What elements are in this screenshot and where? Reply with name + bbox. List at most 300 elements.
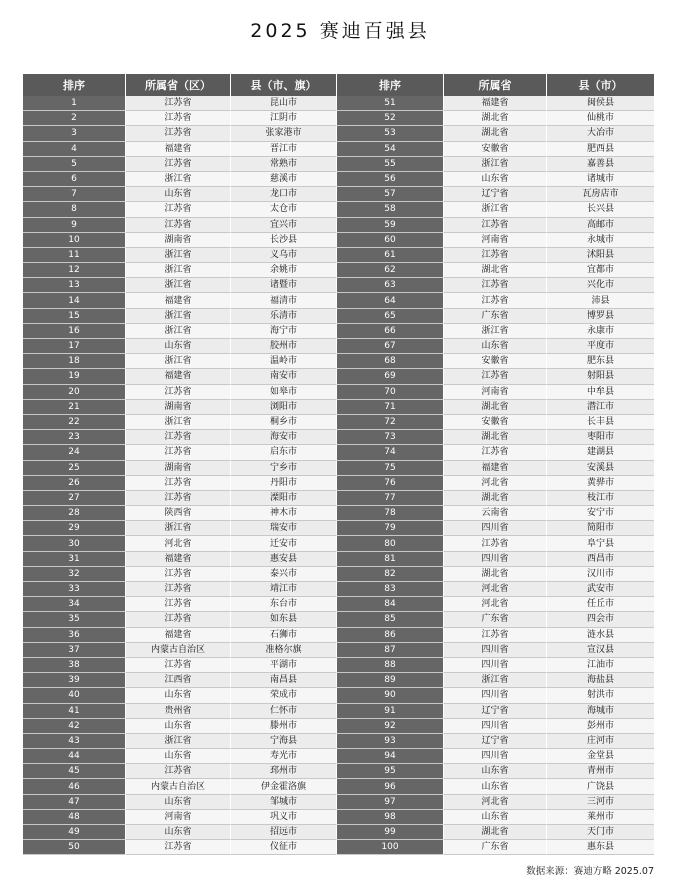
province-cell: 浙江省: [126, 248, 231, 263]
county-cell: 枝江市: [547, 491, 654, 506]
county-cell: 三河市: [547, 795, 654, 810]
county-cell: 太仓市: [231, 202, 337, 217]
county-cell: 荣成市: [231, 688, 337, 703]
rank-cell: 76: [337, 476, 444, 491]
rank-cell: 72: [337, 415, 444, 430]
province-cell: 四川省: [444, 688, 547, 703]
rank-cell: 50: [23, 840, 126, 855]
rank-cell: 75: [337, 461, 444, 476]
rank-cell: 41: [23, 704, 126, 719]
province-cell: 安徽省: [444, 142, 547, 157]
rank-cell: 5: [23, 157, 126, 172]
county-cell: 瑞安市: [231, 521, 337, 536]
rank-cell: 11: [23, 248, 126, 263]
province-cell: 福建省: [126, 142, 231, 157]
rank-cell: 9: [23, 218, 126, 233]
province-cell: 湖北省: [444, 491, 547, 506]
county-cell: 肥西县: [547, 142, 654, 157]
county-cell: 兴化市: [547, 278, 654, 293]
rank-cell: 100: [337, 840, 444, 855]
county-cell: 惠东县: [547, 840, 654, 855]
rank-cell: 10: [23, 233, 126, 248]
rank-cell: 71: [337, 400, 444, 415]
rank-cell: 92: [337, 719, 444, 734]
county-cell: 温岭市: [231, 354, 337, 369]
province-cell: 安徽省: [444, 415, 547, 430]
province-cell: 江苏省: [126, 840, 231, 855]
table-row: [23, 704, 654, 719]
province-cell: 河南省: [444, 233, 547, 248]
county-cell: 嘉善县: [547, 157, 654, 172]
county-cell: 射洪市: [547, 688, 654, 703]
county-cell: 庄河市: [547, 734, 654, 749]
rank-cell: 78: [337, 506, 444, 521]
province-cell: 福建省: [126, 552, 231, 567]
county-cell: 准格尔旗: [231, 643, 337, 658]
province-cell: 福建省: [444, 96, 547, 111]
table-row: [23, 248, 654, 263]
province-cell: 浙江省: [126, 172, 231, 187]
rank-cell: 73: [337, 430, 444, 445]
county-cell: 闽侯县: [547, 96, 654, 111]
county-cell: 伊金霍洛旗: [231, 779, 337, 794]
rank-cell: 80: [337, 536, 444, 551]
rank-cell: 83: [337, 582, 444, 597]
province-cell: 浙江省: [126, 324, 231, 339]
province-cell: 浙江省: [126, 521, 231, 536]
province-cell: 福建省: [126, 293, 231, 308]
rank-cell: 85: [337, 612, 444, 627]
county-cell: 沭阳县: [547, 248, 654, 263]
rank-cell: 65: [337, 309, 444, 324]
county-cell: 彭州市: [547, 719, 654, 734]
province-cell: 山东省: [444, 172, 547, 187]
province-cell: 浙江省: [126, 263, 231, 278]
province-cell: 浙江省: [444, 157, 547, 172]
rank-cell: 91: [337, 704, 444, 719]
rank-cell: 30: [23, 536, 126, 551]
province-cell: 湖北省: [444, 825, 547, 840]
header-province-2: 所属省: [444, 74, 547, 96]
rank-cell: 51: [337, 96, 444, 111]
rank-cell: 7: [23, 187, 126, 202]
province-cell: 江苏省: [444, 218, 547, 233]
county-cell: 晋江市: [231, 142, 337, 157]
county-cell: 启东市: [231, 445, 337, 460]
rank-cell: 43: [23, 734, 126, 749]
province-cell: 四川省: [444, 521, 547, 536]
province-cell: 河北省: [444, 597, 547, 612]
province-cell: 浙江省: [126, 354, 231, 369]
header-rank: 排序: [23, 74, 126, 96]
province-cell: 河北省: [444, 476, 547, 491]
county-cell: 寿光市: [231, 749, 337, 764]
county-cell: 宜都市: [547, 263, 654, 278]
table-row: [23, 552, 654, 567]
province-cell: 浙江省: [126, 734, 231, 749]
rank-cell: 35: [23, 612, 126, 627]
county-cell: 邳州市: [231, 764, 337, 779]
county-cell: 江油市: [547, 658, 654, 673]
province-cell: 江苏省: [444, 536, 547, 551]
table-row: [23, 126, 654, 141]
header-row: [23, 74, 654, 96]
province-cell: 山东省: [126, 688, 231, 703]
county-cell: 义乌市: [231, 248, 337, 263]
rank-cell: 16: [23, 324, 126, 339]
province-cell: 湖南省: [126, 461, 231, 476]
table-row: [23, 795, 654, 810]
rank-cell: 42: [23, 719, 126, 734]
rank-cell: 93: [337, 734, 444, 749]
county-cell: 广饶县: [547, 779, 654, 794]
county-cell: 肥东县: [547, 354, 654, 369]
rank-cell: 49: [23, 825, 126, 840]
province-cell: 江西省: [126, 673, 231, 688]
table-row: [23, 385, 654, 400]
province-cell: 广东省: [444, 612, 547, 627]
province-cell: 江苏省: [126, 491, 231, 506]
page-title: 2025 赛迪百强县: [250, 20, 430, 42]
rank-cell: 38: [23, 658, 126, 673]
rank-cell: 24: [23, 445, 126, 460]
province-cell: 四川省: [444, 749, 547, 764]
rank-cell: 46: [23, 779, 126, 794]
table-row: [23, 157, 654, 172]
rank-cell: 23: [23, 430, 126, 445]
rank-cell: 60: [337, 233, 444, 248]
county-cell: 惠安县: [231, 552, 337, 567]
rank-cell: 6: [23, 172, 126, 187]
province-cell: 河北省: [444, 582, 547, 597]
province-cell: 江苏省: [126, 157, 231, 172]
table-row: [23, 825, 654, 840]
rank-cell: 34: [23, 597, 126, 612]
rank-cell: 88: [337, 658, 444, 673]
rank-cell: 59: [337, 218, 444, 233]
county-cell: 仁怀市: [231, 704, 337, 719]
rank-cell: 77: [337, 491, 444, 506]
rank-cell: 54: [337, 142, 444, 157]
province-cell: 辽宁省: [444, 187, 547, 202]
table-row: [23, 734, 654, 749]
province-cell: 山东省: [126, 719, 231, 734]
rank-cell: 39: [23, 673, 126, 688]
rank-cell: 52: [337, 111, 444, 126]
province-cell: 江苏省: [126, 658, 231, 673]
rank-cell: 4: [23, 142, 126, 157]
table-row: [23, 612, 654, 627]
province-cell: 山东省: [444, 779, 547, 794]
rank-cell: 96: [337, 779, 444, 794]
county-cell: 射阳县: [547, 369, 654, 384]
province-cell: 山东省: [444, 810, 547, 825]
header-province: 所属省（区）: [126, 74, 231, 96]
rank-cell: 44: [23, 749, 126, 764]
rank-cell: 31: [23, 552, 126, 567]
rank-cell: 94: [337, 749, 444, 764]
rank-cell: 13: [23, 278, 126, 293]
table-row: [23, 293, 654, 308]
table-row: [23, 339, 654, 354]
rank-cell: 15: [23, 309, 126, 324]
rank-cell: 70: [337, 385, 444, 400]
rank-cell: 26: [23, 476, 126, 491]
table-row: [23, 369, 654, 384]
rank-cell: 22: [23, 415, 126, 430]
county-cell: 莱州市: [547, 810, 654, 825]
county-cell: 浏阳市: [231, 400, 337, 415]
province-cell: 云南省: [444, 506, 547, 521]
county-cell: 迁安市: [231, 536, 337, 551]
province-cell: 四川省: [444, 719, 547, 734]
province-cell: 江苏省: [126, 445, 231, 460]
province-cell: 江苏省: [126, 612, 231, 627]
rank-cell: 69: [337, 369, 444, 384]
table-row: [23, 536, 654, 551]
province-cell: 四川省: [444, 552, 547, 567]
county-cell: 邹城市: [231, 795, 337, 810]
province-cell: 四川省: [444, 658, 547, 673]
table-row: [23, 354, 654, 369]
rank-cell: 17: [23, 339, 126, 354]
province-cell: 湖北省: [444, 263, 547, 278]
province-cell: 湖南省: [126, 233, 231, 248]
rank-cell: 19: [23, 369, 126, 384]
data-source-note: 数据来源：赛迪方略 2025.07: [526, 866, 654, 877]
county-cell: 金堂县: [547, 749, 654, 764]
province-cell: 四川省: [444, 643, 547, 658]
rank-cell: 64: [337, 293, 444, 308]
county-cell: 丹阳市: [231, 476, 337, 491]
county-cell: 潜江市: [547, 400, 654, 415]
table-row: [23, 506, 654, 521]
county-cell: 天门市: [547, 825, 654, 840]
province-cell: 内蒙古自治区: [126, 779, 231, 794]
county-cell: 任丘市: [547, 597, 654, 612]
rank-cell: 97: [337, 795, 444, 810]
header-county-2: 县（市）: [547, 74, 654, 96]
county-cell: 建湖县: [547, 445, 654, 460]
county-cell: 长丰县: [547, 415, 654, 430]
rank-cell: 1: [23, 96, 126, 111]
table-row: [23, 658, 654, 673]
rank-cell: 89: [337, 673, 444, 688]
table-row: [23, 233, 654, 248]
county-cell: 常熟市: [231, 157, 337, 172]
county-cell: 宁乡市: [231, 461, 337, 476]
county-cell: 仪征市: [231, 840, 337, 855]
table-row: [23, 582, 654, 597]
county-cell: 江阴市: [231, 111, 337, 126]
province-cell: 河北省: [444, 795, 547, 810]
province-cell: 湖北省: [444, 126, 547, 141]
province-cell: 山东省: [126, 795, 231, 810]
province-cell: 江苏省: [444, 278, 547, 293]
table-row: [23, 810, 654, 825]
county-cell: 海盐县: [547, 673, 654, 688]
rank-cell: 58: [337, 202, 444, 217]
province-cell: 江苏省: [126, 385, 231, 400]
county-cell: 安溪县: [547, 461, 654, 476]
province-cell: 江苏省: [444, 445, 547, 460]
table-row: [23, 719, 654, 734]
province-cell: 山东省: [126, 187, 231, 202]
table-row: [23, 779, 654, 794]
county-cell: 胶州市: [231, 339, 337, 354]
province-cell: 江苏省: [126, 218, 231, 233]
ranking-table: [23, 74, 654, 855]
county-cell: 海城市: [547, 704, 654, 719]
county-cell: 阜宁县: [547, 536, 654, 551]
province-cell: 江苏省: [444, 293, 547, 308]
table-row: [23, 415, 654, 430]
county-cell: 平度市: [547, 339, 654, 354]
county-cell: 博罗县: [547, 309, 654, 324]
rank-cell: 45: [23, 764, 126, 779]
table-row: [23, 597, 654, 612]
table-body: [23, 96, 654, 855]
rank-cell: 25: [23, 461, 126, 476]
rank-cell: 37: [23, 643, 126, 658]
table-row: [23, 400, 654, 415]
province-cell: 福建省: [126, 628, 231, 643]
rank-cell: 53: [337, 126, 444, 141]
county-cell: 招远市: [231, 825, 337, 840]
province-cell: 湖北省: [444, 430, 547, 445]
table-row: [23, 749, 654, 764]
province-cell: 辽宁省: [444, 704, 547, 719]
province-cell: 河南省: [126, 810, 231, 825]
rank-cell: 81: [337, 552, 444, 567]
table-row: [23, 309, 654, 324]
county-cell: 西昌市: [547, 552, 654, 567]
county-cell: 永康市: [547, 324, 654, 339]
rank-cell: 29: [23, 521, 126, 536]
table-row: [23, 430, 654, 445]
county-cell: 中牟县: [547, 385, 654, 400]
table-row: [23, 567, 654, 582]
county-cell: 平湖市: [231, 658, 337, 673]
province-cell: 江苏省: [126, 764, 231, 779]
county-cell: 宁海县: [231, 734, 337, 749]
table-row: [23, 491, 654, 506]
table-row: [23, 263, 654, 278]
province-cell: 湖北省: [444, 111, 547, 126]
province-cell: 江苏省: [444, 369, 547, 384]
rank-cell: 74: [337, 445, 444, 460]
table-row: [23, 96, 654, 111]
province-cell: 福建省: [444, 461, 547, 476]
county-cell: 桐乡市: [231, 415, 337, 430]
province-cell: 陕西省: [126, 506, 231, 521]
rank-cell: 67: [337, 339, 444, 354]
table-row: [23, 840, 654, 855]
rank-cell: 90: [337, 688, 444, 703]
table-row: [23, 476, 654, 491]
county-cell: 简阳市: [547, 521, 654, 536]
rank-cell: 86: [337, 628, 444, 643]
table-row: [23, 461, 654, 476]
province-cell: 江苏省: [126, 126, 231, 141]
province-cell: 江苏省: [126, 111, 231, 126]
county-cell: 瓦房店市: [547, 187, 654, 202]
county-cell: 巩义市: [231, 810, 337, 825]
county-cell: 东台市: [231, 597, 337, 612]
rank-cell: 62: [337, 263, 444, 278]
province-cell: 山东省: [126, 339, 231, 354]
rank-cell: 63: [337, 278, 444, 293]
county-cell: 张家港市: [231, 126, 337, 141]
county-cell: 如东县: [231, 612, 337, 627]
rank-cell: 98: [337, 810, 444, 825]
rank-cell: 66: [337, 324, 444, 339]
table-row: [23, 521, 654, 536]
rank-cell: 40: [23, 688, 126, 703]
county-cell: 泰兴市: [231, 567, 337, 582]
county-cell: 石狮市: [231, 628, 337, 643]
rank-cell: 32: [23, 567, 126, 582]
province-cell: 江苏省: [126, 597, 231, 612]
province-cell: 山东省: [444, 764, 547, 779]
province-cell: 河北省: [126, 536, 231, 551]
rank-cell: 84: [337, 597, 444, 612]
province-cell: 浙江省: [444, 324, 547, 339]
province-cell: 山东省: [126, 825, 231, 840]
table-row: [23, 111, 654, 126]
county-cell: 仙桃市: [547, 111, 654, 126]
county-cell: 海宁市: [231, 324, 337, 339]
county-cell: 昆山市: [231, 96, 337, 111]
rank-cell: 14: [23, 293, 126, 308]
county-cell: 南昌县: [231, 673, 337, 688]
table-row: [23, 187, 654, 202]
table-row: [23, 324, 654, 339]
rank-cell: 55: [337, 157, 444, 172]
county-cell: 黄骅市: [547, 476, 654, 491]
province-cell: 山东省: [444, 339, 547, 354]
county-cell: 武安市: [547, 582, 654, 597]
province-cell: 山东省: [126, 749, 231, 764]
county-cell: 涟水县: [547, 628, 654, 643]
province-cell: 浙江省: [126, 309, 231, 324]
rank-cell: 12: [23, 263, 126, 278]
county-cell: 安宁市: [547, 506, 654, 521]
province-cell: 江苏省: [126, 567, 231, 582]
table-row: [23, 172, 654, 187]
county-cell: 枣阳市: [547, 430, 654, 445]
county-cell: 龙口市: [231, 187, 337, 202]
rank-cell: 33: [23, 582, 126, 597]
table-row: [23, 688, 654, 703]
rank-cell: 79: [337, 521, 444, 536]
table-row: [23, 218, 654, 233]
province-cell: 福建省: [126, 369, 231, 384]
rank-cell: 95: [337, 764, 444, 779]
county-cell: 溧阳市: [231, 491, 337, 506]
rank-cell: 47: [23, 795, 126, 810]
county-cell: 宣汉县: [547, 643, 654, 658]
table-row: [23, 673, 654, 688]
province-cell: 江苏省: [444, 628, 547, 643]
table-row: [23, 643, 654, 658]
province-cell: 湖北省: [444, 400, 547, 415]
county-cell: 神木市: [231, 506, 337, 521]
rank-cell: 2: [23, 111, 126, 126]
province-cell: 江苏省: [444, 248, 547, 263]
county-cell: 如皋市: [231, 385, 337, 400]
county-cell: 大冶市: [547, 126, 654, 141]
